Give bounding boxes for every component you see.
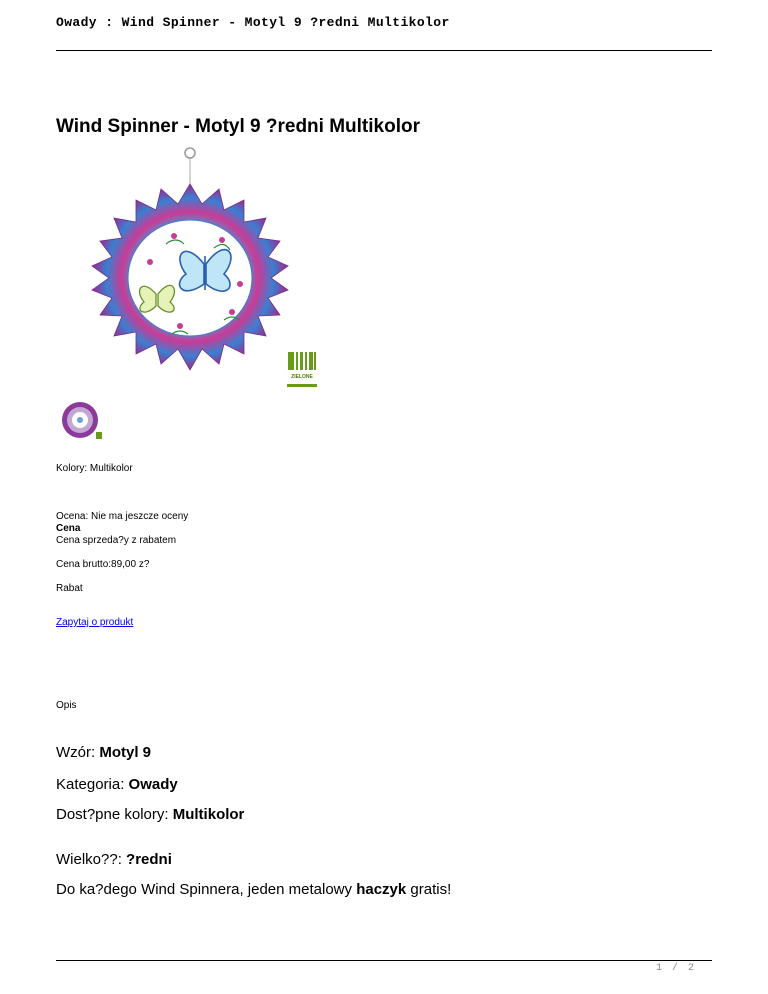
hook-suffix: gratis! bbox=[406, 881, 452, 898]
price-subtitle: Cena sprzeda?y z rabatem bbox=[56, 535, 177, 546]
footer-divider bbox=[56, 960, 712, 961]
size-line bbox=[56, 851, 172, 868]
colors-line: Kolory: Multikolor bbox=[56, 463, 133, 474]
category-value: Owady bbox=[128, 776, 178, 793]
hook-bold: haczyk bbox=[356, 881, 407, 898]
pattern-value: Motyl 9 bbox=[99, 744, 152, 761]
available-colors-value: Multikolor bbox=[172, 806, 245, 823]
page-header-title: Owady : Wind Spinner - Motyl 9 ?redni Multikolor bbox=[56, 15, 450, 30]
product-thumbnail[interactable] bbox=[56, 400, 104, 440]
price-heading: Cena bbox=[56, 523, 81, 534]
discount-label: Rabat bbox=[56, 583, 83, 594]
gross-price: Cena brutto:89,00 z? bbox=[56, 559, 150, 570]
hook-gift-line bbox=[56, 881, 451, 898]
page-number: 1 / 2 bbox=[655, 963, 696, 974]
store-logo bbox=[286, 350, 318, 388]
ask-about-product-link[interactable]: Zapytaj o produkt bbox=[56, 617, 134, 628]
rating-line: Ocena: Nie ma jeszcze oceny bbox=[56, 511, 189, 522]
pattern-label: Wzór: bbox=[56, 744, 100, 761]
category-label: Kategoria: bbox=[56, 776, 129, 793]
category-line bbox=[56, 776, 178, 793]
product-title: Wind Spinner - Motyl 9 ?redni Multikolor bbox=[56, 116, 420, 137]
size-label: Wielko??: bbox=[56, 851, 127, 868]
available-colors-line bbox=[56, 806, 244, 823]
pattern-line bbox=[56, 744, 151, 761]
available-colors-label: Dost?pne kolory: bbox=[56, 806, 173, 823]
svg-text:ZIELONE: ZIELONE bbox=[291, 374, 313, 380]
header-divider bbox=[56, 50, 712, 51]
product-image[interactable] bbox=[54, 144, 324, 394]
size-value: ?redni bbox=[126, 851, 172, 868]
description-label: Opis bbox=[56, 700, 77, 711]
hook-prefix: Do ka?dego Wind Spinnera, jeden metalowy bbox=[56, 881, 357, 898]
